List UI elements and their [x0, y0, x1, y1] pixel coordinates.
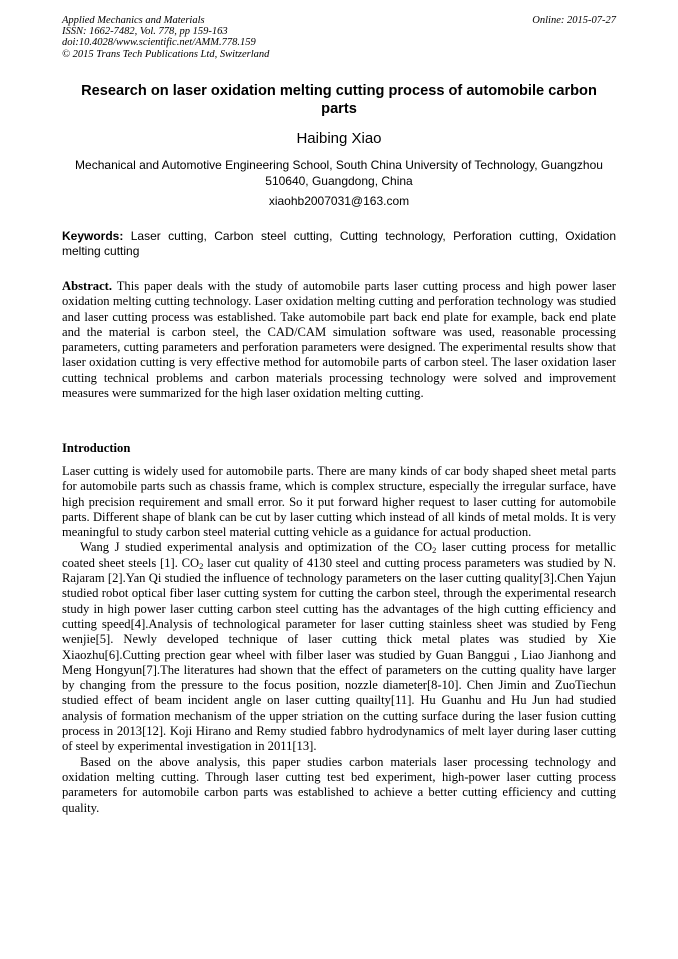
abstract-label: Abstract.	[62, 279, 113, 293]
abstract	[62, 279, 616, 401]
keywords	[62, 229, 616, 259]
issn-line: ISSN: 1662-7482, Vol. 778, pp 159-163	[62, 26, 228, 38]
co2-subscript: 2	[199, 560, 204, 571]
intro-p2-part-b: laser cutting process for metallic coated sheet steels [1]. CO	[62, 540, 616, 570]
introduction-body	[62, 464, 616, 816]
paper-title: Research on laser oxidation melting cutting process of automobile carbon parts	[81, 83, 597, 117]
introduction-heading: Introduction	[62, 441, 131, 455]
intro-p2-part-a: Wang J studied experimental analysis and optimization of the CO	[80, 540, 433, 555]
doi-line: doi:10.4028/www.scientific.net/AMM.778.159	[62, 37, 256, 49]
keywords-text: Laser cutting, Carbon steel cutting, Cutting technology, Perforation cutting, Oxidation melting cutting	[62, 229, 616, 258]
copyright-line: © 2015 Trans Tech Publications Ltd, Switzerland	[62, 48, 270, 60]
author-affiliation: Mechanical and Automotive Engineering School, South China University of Technology, Guangzhou 510640, Guangdong, China	[75, 158, 603, 188]
journal-name: Applied Mechanics and Materials	[62, 15, 205, 26]
co2-subscript: 2	[432, 545, 437, 556]
journal-info	[62, 15, 269, 60]
intro-paragraph-2	[62, 540, 616, 754]
intro-paragraph-1: Laser cutting is widely used for automobile parts. There are many kinds of car body shaped sheet metal parts for automobile parts such as chassis frame, which is complex structure, especially the irregular surface, have high precision requirement and small error. So it put forward higher request to laser cutting for automobile parts. Different shape of blank can be cut by laser cutting which instead of all kinds of metal molds. It is very meaningful to study carbon steel material cutting vehicle as a guidance for actual production.	[62, 464, 616, 540]
keywords-label: Keywords:	[62, 229, 124, 243]
abstract-text: This paper deals with the study of automobile parts laser cutting process and high power laser oxidation melting cutting technology. Laser oxidation melting cutting and perforation technology was studied and laser cutting process was established. Take automobile part back end plate for example, back end plate and the material is carbon steel, the CAD/CAM simulation software was used, reasonable processing parameters, cutting parameters and perforation parameters were designed. The experimental results show that laser oxidation cutting is very effective method for automobile parts of carbon steel. The laser oxidation laser cutting technical problems and carbon materials processing technology were solved and improvement measures were summarized for the high laser oxidation melting cutting.	[62, 279, 616, 401]
intro-p2-part-c: laser cut quality of 4130 steel and cutting process parameters was studied by N. Rajaram [2].Yan Qi studied the influence of technology parameters on the laser cutting quality[3].Chen Yajun studied robot optical fiber laser cutting system for cutting the carbon steel, through the experimental research study in high power laser cutting carbon steel cutting has the advantages of the high cutting efficiency and cutting speed[4].Analysis of technological parameter for laser cutting stainless sheet was studied by Feng wenjie[5]. Newly developed technique of laser cutting thick metal plates was studied by Xie Xiaozhu[6].Cutting prection gear wheel with filber laser was studied by Guan Banggui , Liao Jianhong and Meng Hongyun[7].The literatures had shown that the effect of parameters on the cutting quality have larger by changing from the pressure to the focus position, nozzle diameter[8-10]. Chen Jimin and ZuoTiechun studied effect of beam incident angle on laser cutting quailty[11]. Hu Guanhu and Hu Jun had studied analysis of formation mechanism of the upper striation on the cutting surface during the laser fusion cutting process in 2013[12]. Koji Hirano and Remy studied fabbro hydrodynamics of melt layer during laser cutting of steel by experimental investigation in 2011[13].	[62, 555, 616, 754]
author-name: Haibing Xiao	[296, 130, 382, 147]
online-date: Online: 2015-07-27	[532, 15, 616, 26]
intro-paragraph-3: Based on the above analysis, this paper studies carbon materials laser processing technology and oxidation melting cutting. Through laser cutting test bed experiment, high-power laser cutting process parameters for automobile carbon parts was established to achieve a better cutting efficiency and cutting quality.	[62, 754, 616, 815]
author-email: xiaohb2007031@163.com	[268, 194, 410, 208]
